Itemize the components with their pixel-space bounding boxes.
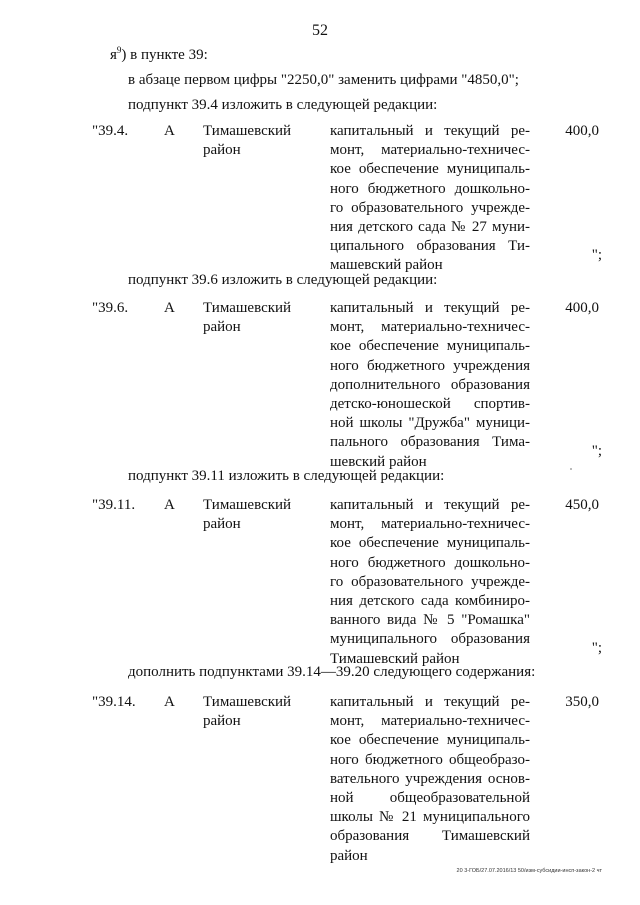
description-line: монт, материально-техничес- [330, 516, 530, 533]
description-line: Тимашевский район [330, 650, 460, 667]
entry-number: "39.14. [92, 694, 136, 710]
section-heading: дополнить подпунктами 39.14—39.20 следующего содержания: [128, 664, 536, 680]
district-line: район [203, 319, 241, 335]
description-line: ния детского сада комбиниро- [330, 593, 530, 610]
amendment-item-ya [110, 42, 208, 64]
entry-district [203, 122, 313, 160]
district-line: Тимашевский [203, 694, 292, 710]
description-line: кое обеспечение муниципаль- [330, 732, 530, 749]
entry-category: А [164, 497, 175, 513]
description-line: ванного вида № 5 "Ромашка" [330, 612, 530, 629]
description-line: ного бюджетного учреждения [330, 357, 530, 374]
entry-amount: 350,0 [565, 694, 599, 710]
description-line: капитальный и текущий ре- [330, 497, 530, 513]
description-line: пального образования Тима- [330, 434, 530, 451]
entry-amount: 400,0 [565, 123, 599, 139]
description-line: ной общеобразовательной [330, 790, 530, 807]
section-heading: подпункт 39.11 изложить в следующей редакции: [128, 468, 445, 484]
item-footnote-mark: 9 [116, 45, 122, 55]
description-line: ного бюджетного общеобразо- [330, 751, 530, 768]
district-line: Тимашевский [203, 497, 292, 513]
description-line: ной школы "Дружба" муници- [330, 415, 530, 432]
description-line: монт, материально-техничес- [330, 319, 530, 336]
closing-quote: "; [591, 443, 602, 459]
description-line: вательного учреждения основ- [330, 770, 530, 787]
district-line: район [203, 713, 241, 729]
description-line: детско-юношеской спортив- [330, 396, 530, 413]
entry-amount: 400,0 [565, 300, 599, 316]
description-line: кое обеспечение муниципаль- [330, 161, 530, 178]
description-line: школы № 21 муниципального [330, 809, 530, 826]
description-line: ципального образования Ти- [330, 238, 530, 255]
entry-number: "39.11. [92, 497, 136, 513]
entry-district [203, 496, 313, 534]
entry-number: "39.4. [92, 123, 129, 139]
entry-amount: 450,0 [565, 497, 599, 513]
entry-description [330, 693, 530, 866]
district-line: Тимашевский [203, 123, 292, 139]
description-line: ного бюджетного дошкольно- [330, 180, 530, 197]
entry-description [330, 496, 530, 669]
description-line: го образовательного учрежде- [330, 573, 530, 590]
description-line: капитальный и текущий ре- [330, 694, 530, 710]
description-line: ного бюджетного дошкольно- [330, 554, 530, 571]
entry-description [330, 299, 530, 472]
entry-category: А [164, 694, 175, 710]
amendment-paragraph: в абзаце первом цифры "2250,0" заменить цифрами "4850,0"; [128, 72, 519, 88]
entry-description [330, 122, 530, 276]
page-number: 52 [312, 22, 328, 39]
section-heading: подпункт 39.6 изложить в следующей редакции: [128, 272, 438, 288]
description-line: образования Тимашевский [330, 828, 530, 845]
entry-number: "39.6. [92, 300, 129, 316]
description-line: район [330, 847, 368, 864]
description-line: ния детского сада № 27 муни- [330, 219, 530, 236]
description-line: капитальный и текущий ре- [330, 123, 530, 139]
closing-quote: "; [591, 247, 602, 263]
entry-category: А [164, 300, 175, 316]
district-line: район [203, 516, 241, 532]
item-heading: ) в пункте 39: [121, 47, 208, 63]
description-line: капитальный и текущий ре- [330, 300, 530, 316]
description-line: шевский район [330, 453, 427, 470]
description-line: муниципального образования [330, 631, 530, 648]
entry-district [203, 693, 313, 731]
description-line: монт, материально-техничес- [330, 713, 530, 730]
description-line: машевский район [330, 257, 443, 274]
section-heading: подпункт 39.4 изложить в следующей редакции: [128, 97, 438, 113]
closing-quote: "; [591, 640, 602, 656]
district-line: район [203, 142, 241, 158]
description-line: дополнительного образования [330, 376, 530, 393]
document-footer-path: 20 3-ГОБ/27.07.2016/13 50/изм-субсидии-инсп-закон-2 чт [456, 868, 602, 874]
description-line: го образовательного учрежде- [330, 199, 530, 216]
entry-district [203, 299, 313, 337]
description-line: кое обеспечение муниципаль- [330, 338, 530, 355]
district-line: Тимашевский [203, 300, 292, 316]
scan-speck [570, 468, 572, 470]
description-line: монт, материально-техничес- [330, 142, 530, 159]
item-letter: я [110, 47, 117, 63]
entry-category: А [164, 123, 175, 139]
description-line: кое обеспечение муниципаль- [330, 535, 530, 552]
